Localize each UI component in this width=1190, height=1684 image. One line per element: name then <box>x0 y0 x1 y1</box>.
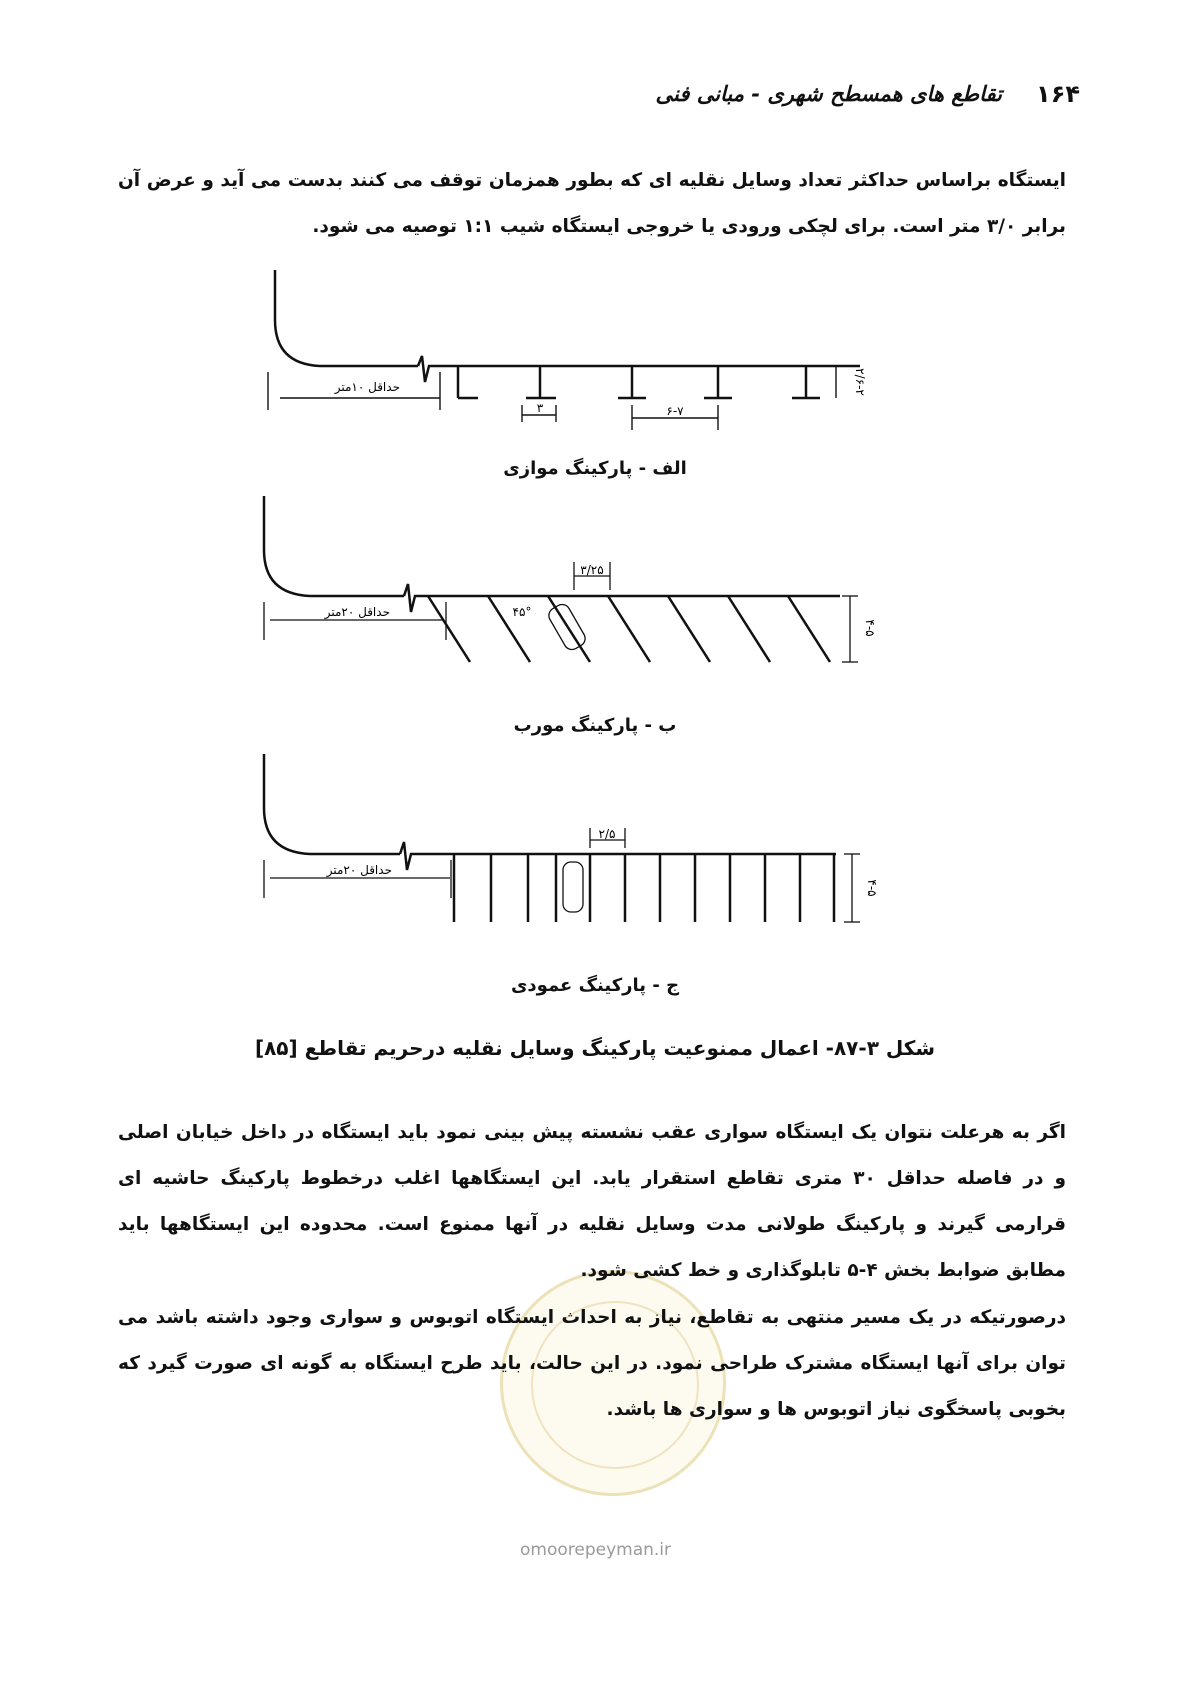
perpendicular-min-distance-label: حداقل ۲۰متر <box>326 863 392 877</box>
page-number: ۱۶۴ <box>1036 80 1080 108</box>
watermark-text: omoorepeyman.ir <box>520 1540 672 1560</box>
running-title: تقاطع های همسطح شهری - مبانی فنی <box>655 82 1002 106</box>
page-header <box>640 80 1080 114</box>
figure-panel-perpendicular <box>0 748 1190 948</box>
angled-min-distance-label: حداقل ۲۰متر <box>324 605 390 619</box>
parallel-min-distance-label: حداقل ۱۰متر <box>334 380 400 394</box>
parallel-length-label: ۶-۷ <box>666 404 684 418</box>
figure-panel-parallel <box>0 260 1190 440</box>
perpendicular-width-label: ۲/۵ <box>598 827 616 841</box>
intro-paragraph: ایستگاه براساس حداکثر تعداد وسایل نقلیه ای که بطور همزمان توقف می کنند بدست می آید و عرض آن برابر ۳/۰ متر است. برای لچکی ورودی یا خروجی ایستگاه شیب ۱:۱ توصیه می شود. <box>118 170 1066 237</box>
caption-perpendicular: ج - پارکینگ عمودی <box>510 975 680 996</box>
figure-title: شکل ۳-۸۷- اعمال ممنوعیت پارکینگ وسایل نقلیه درحریم تقاطع [۸۵] <box>254 1036 936 1060</box>
parallel-gap-label: ۳ <box>536 401 544 415</box>
figure-panel-angled <box>0 490 1190 680</box>
parallel-depth-label: ۲/۶-۲ <box>853 368 867 396</box>
perpendicular-depth-label: ۴-۵ <box>865 879 879 897</box>
caption-parallel: الف - پارکینگ موازی <box>503 458 687 479</box>
caption-angled: ب - پارکینگ مورب <box>513 715 677 736</box>
angled-angle-label: ۴۵° <box>512 605 532 619</box>
angled-depth-label: ۴-۵ <box>863 619 877 637</box>
body-paragraph-1: اگر به هرعلت نتوان یک ایستگاه سواری عقب نشسته پیش بینی نمود باید ایستگاه در داخل خیابان اصلی و در فاصله حداقل ۳۰ متری تقاطع استقرار یابد. این ایستگاهها اغلب درخطوط پارکینگ حاشیه ای قرارمی گیرند و پارکینگ طولانی مدت وسایل نقلیه در آنها ممنوع است. محدوده این ایستگاهها باید مطابق ضوابط بخش ۴-۵ تابلوگذاری و خط کشی شود. <box>118 1122 1066 1281</box>
body-paragraph-2: درصورتیکه در یک مسیر منتهی به تقاطع، نیاز به احداث ایستگاه اتوبوس و سواری وجود داشته باشد می توان برای آنها ایستگاه مشترک طراحی نمود. در این حالت، باید طرح ایستگاه به گونه ای صورت گیرد که بخوبی پاسخگوی نیاز اتوبوس ها و سواری ها باشد. <box>118 1307 1066 1420</box>
angled-width-label: ۳/۲۵ <box>580 563 604 577</box>
